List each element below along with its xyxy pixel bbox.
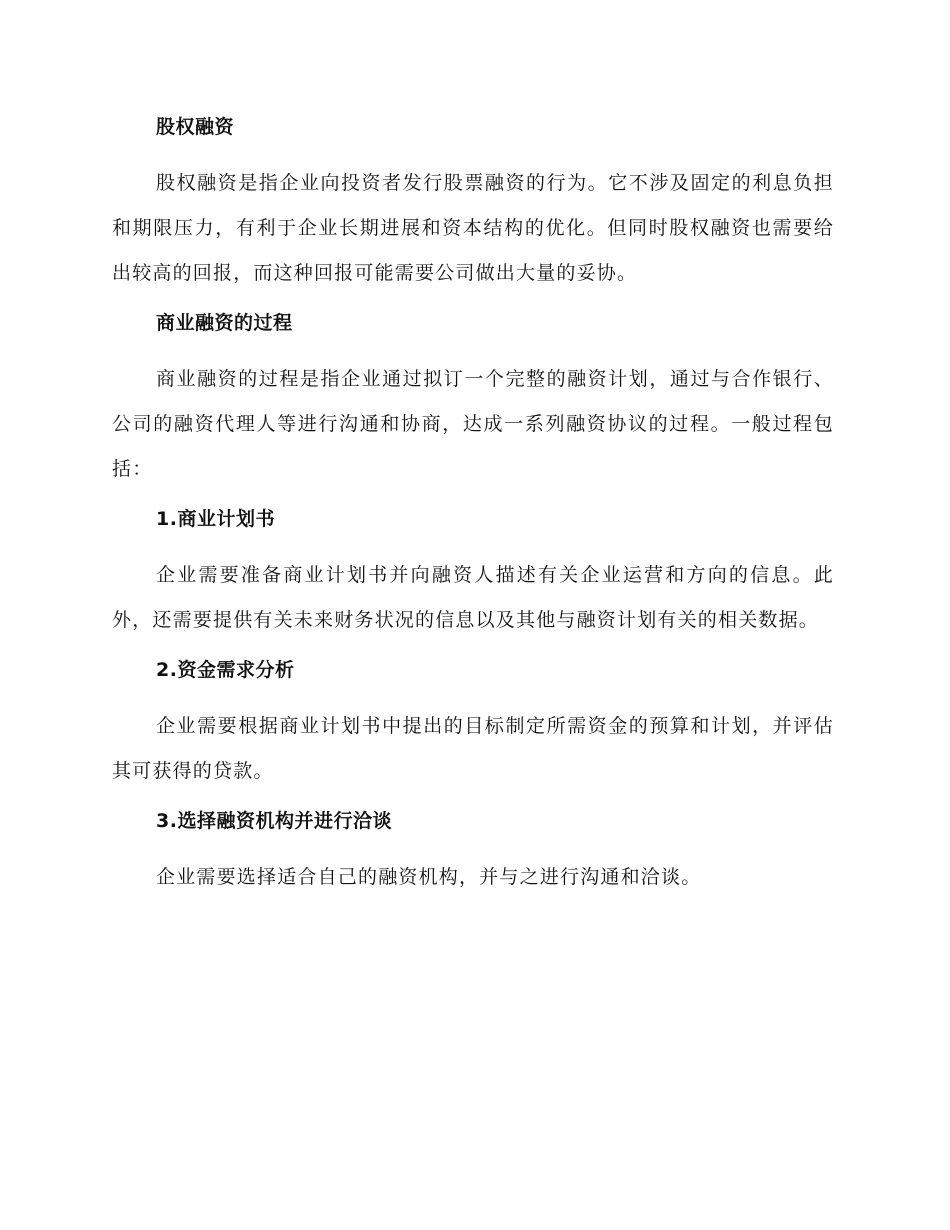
paragraph-business-plan: 企业需要准备商业计划书并向融资人描述有关企业运营和方向的信息。此外，还需要提供有关未来财务状况的信息以及其他与融资计划有关的相关数据。 (112, 564, 834, 631)
document-body (112, 112, 834, 900)
section-heading-equity-financing: 股权融资 (156, 116, 235, 138)
section-heading-select-institution: 3.选择融资机构并进行洽谈 (156, 810, 392, 832)
section-heading-business-plan: 1.商业计划书 (156, 508, 275, 530)
paragraph-equity-financing: 股权融资是指企业向投资者发行股票融资的行为。它不涉及固定的利息负担和期限压力，有利于企业长期进展和资本结构的优化。但同时股权融资也需要给出较高的回报，而这种回报可能需要公司做出大量的妥协。 (112, 172, 834, 284)
paragraph-select-institution: 企业需要选择适合自己的融资机构，并与之进行沟通和洽谈。 (156, 866, 702, 888)
section-heading-financing-process: 商业融资的过程 (156, 312, 293, 334)
section-heading-funding-needs: 2.资金需求分析 (156, 659, 295, 681)
paragraph-financing-process: 商业融资的过程是指企业通过拟订一个完整的融资计划，通过与合作银行、公司的融资代理人等进行沟通和协商，达成一系列融资协议的过程。一般过程包括： (112, 368, 834, 480)
paragraph-funding-needs: 企业需要根据商业计划书中提出的目标制定所需资金的预算和计划，并评估其可获得的贷款。 (112, 715, 834, 782)
